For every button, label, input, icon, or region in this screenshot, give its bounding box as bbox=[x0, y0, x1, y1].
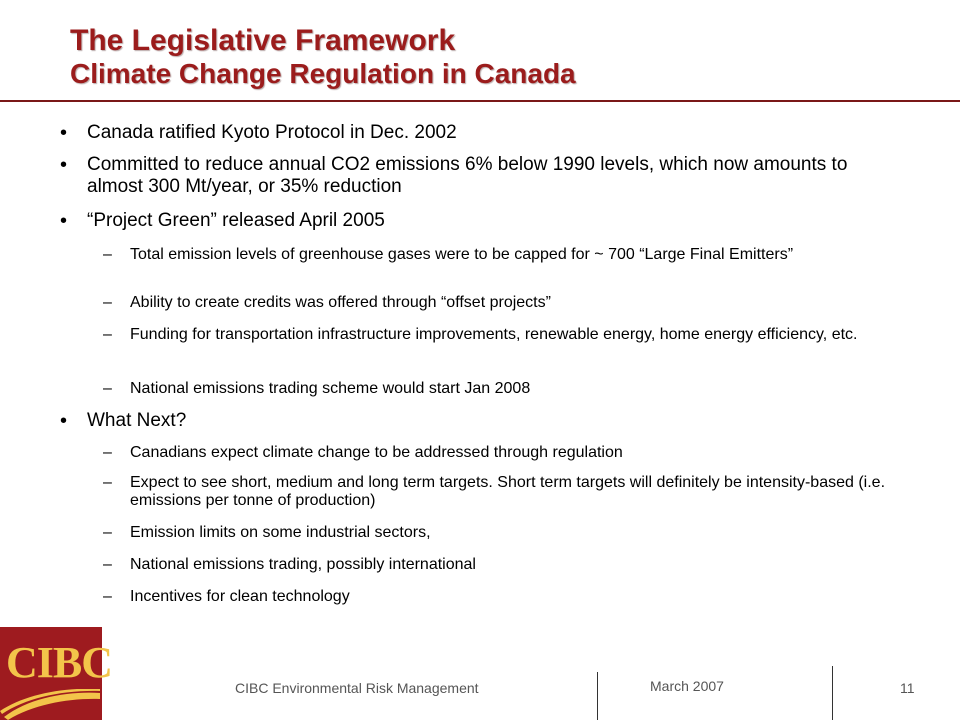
list-item-text: Emission limits on some industrial sectors, bbox=[130, 524, 431, 541]
list-item-text: Incentives for clean technology bbox=[130, 588, 350, 605]
bullet-marker: • bbox=[60, 210, 68, 232]
title-block bbox=[70, 24, 576, 90]
list-item-text: Committed to reduce annual CO2 emissions 6% below 1990 levels, which now amounts to almost 300 Mt/year, or 35% reduction bbox=[87, 154, 848, 197]
logo-swoosh-icon bbox=[0, 689, 102, 720]
list-item-text: National emissions trading scheme would start Jan 2008 bbox=[130, 380, 531, 397]
footer-divider bbox=[597, 672, 598, 720]
list-item-text: Canadians expect climate change to be addressed through regulation bbox=[130, 444, 623, 461]
list-item-text: “Project Green” released April 2005 bbox=[87, 210, 385, 231]
list-item-text: What Next? bbox=[87, 410, 187, 431]
dash-marker: – bbox=[103, 556, 112, 573]
dash-marker: – bbox=[103, 444, 112, 461]
page-number: 11 bbox=[900, 680, 915, 696]
dash-marker: – bbox=[103, 588, 112, 605]
logo-wordmark: CIBC bbox=[6, 638, 113, 687]
bullet-marker: • bbox=[60, 410, 68, 432]
bullet-marker: • bbox=[60, 122, 68, 144]
slide-title: The Legislative Framework bbox=[70, 24, 456, 57]
footer-company: CIBC Environmental Risk Management bbox=[235, 680, 479, 696]
list-item-text: Funding for transportation infrastructure improvements, renewable energy, home energy efficiency, etc. bbox=[130, 326, 858, 343]
list-item-text: Expect to see short, medium and long term targets. Short term targets will definitely be intensity-based (i.e. emissions per tonne of production) bbox=[130, 474, 886, 509]
dash-marker: – bbox=[103, 326, 112, 343]
cibc-logo bbox=[0, 627, 113, 720]
dash-marker: – bbox=[103, 524, 112, 541]
dash-marker: – bbox=[103, 246, 112, 263]
footer-divider bbox=[832, 666, 833, 720]
dash-marker: – bbox=[103, 294, 112, 311]
dash-marker: – bbox=[103, 474, 112, 491]
slide-subtitle: Climate Change Regulation in Canada bbox=[70, 58, 576, 89]
list-item-text: National emissions trading, possibly international bbox=[130, 556, 476, 573]
footer-date: March 2007 bbox=[650, 678, 724, 694]
list-item-text: Canada ratified Kyoto Protocol in Dec. 2002 bbox=[87, 122, 457, 143]
dash-marker: – bbox=[103, 380, 112, 397]
list-item-text: Ability to create credits was offered through “offset projects” bbox=[130, 294, 551, 311]
list-item-text: Total emission levels of greenhouse gases were to be capped for ~ 700 “Large Final Emitters” bbox=[130, 246, 794, 263]
title-divider bbox=[0, 100, 960, 102]
bullet-marker: • bbox=[60, 154, 68, 176]
